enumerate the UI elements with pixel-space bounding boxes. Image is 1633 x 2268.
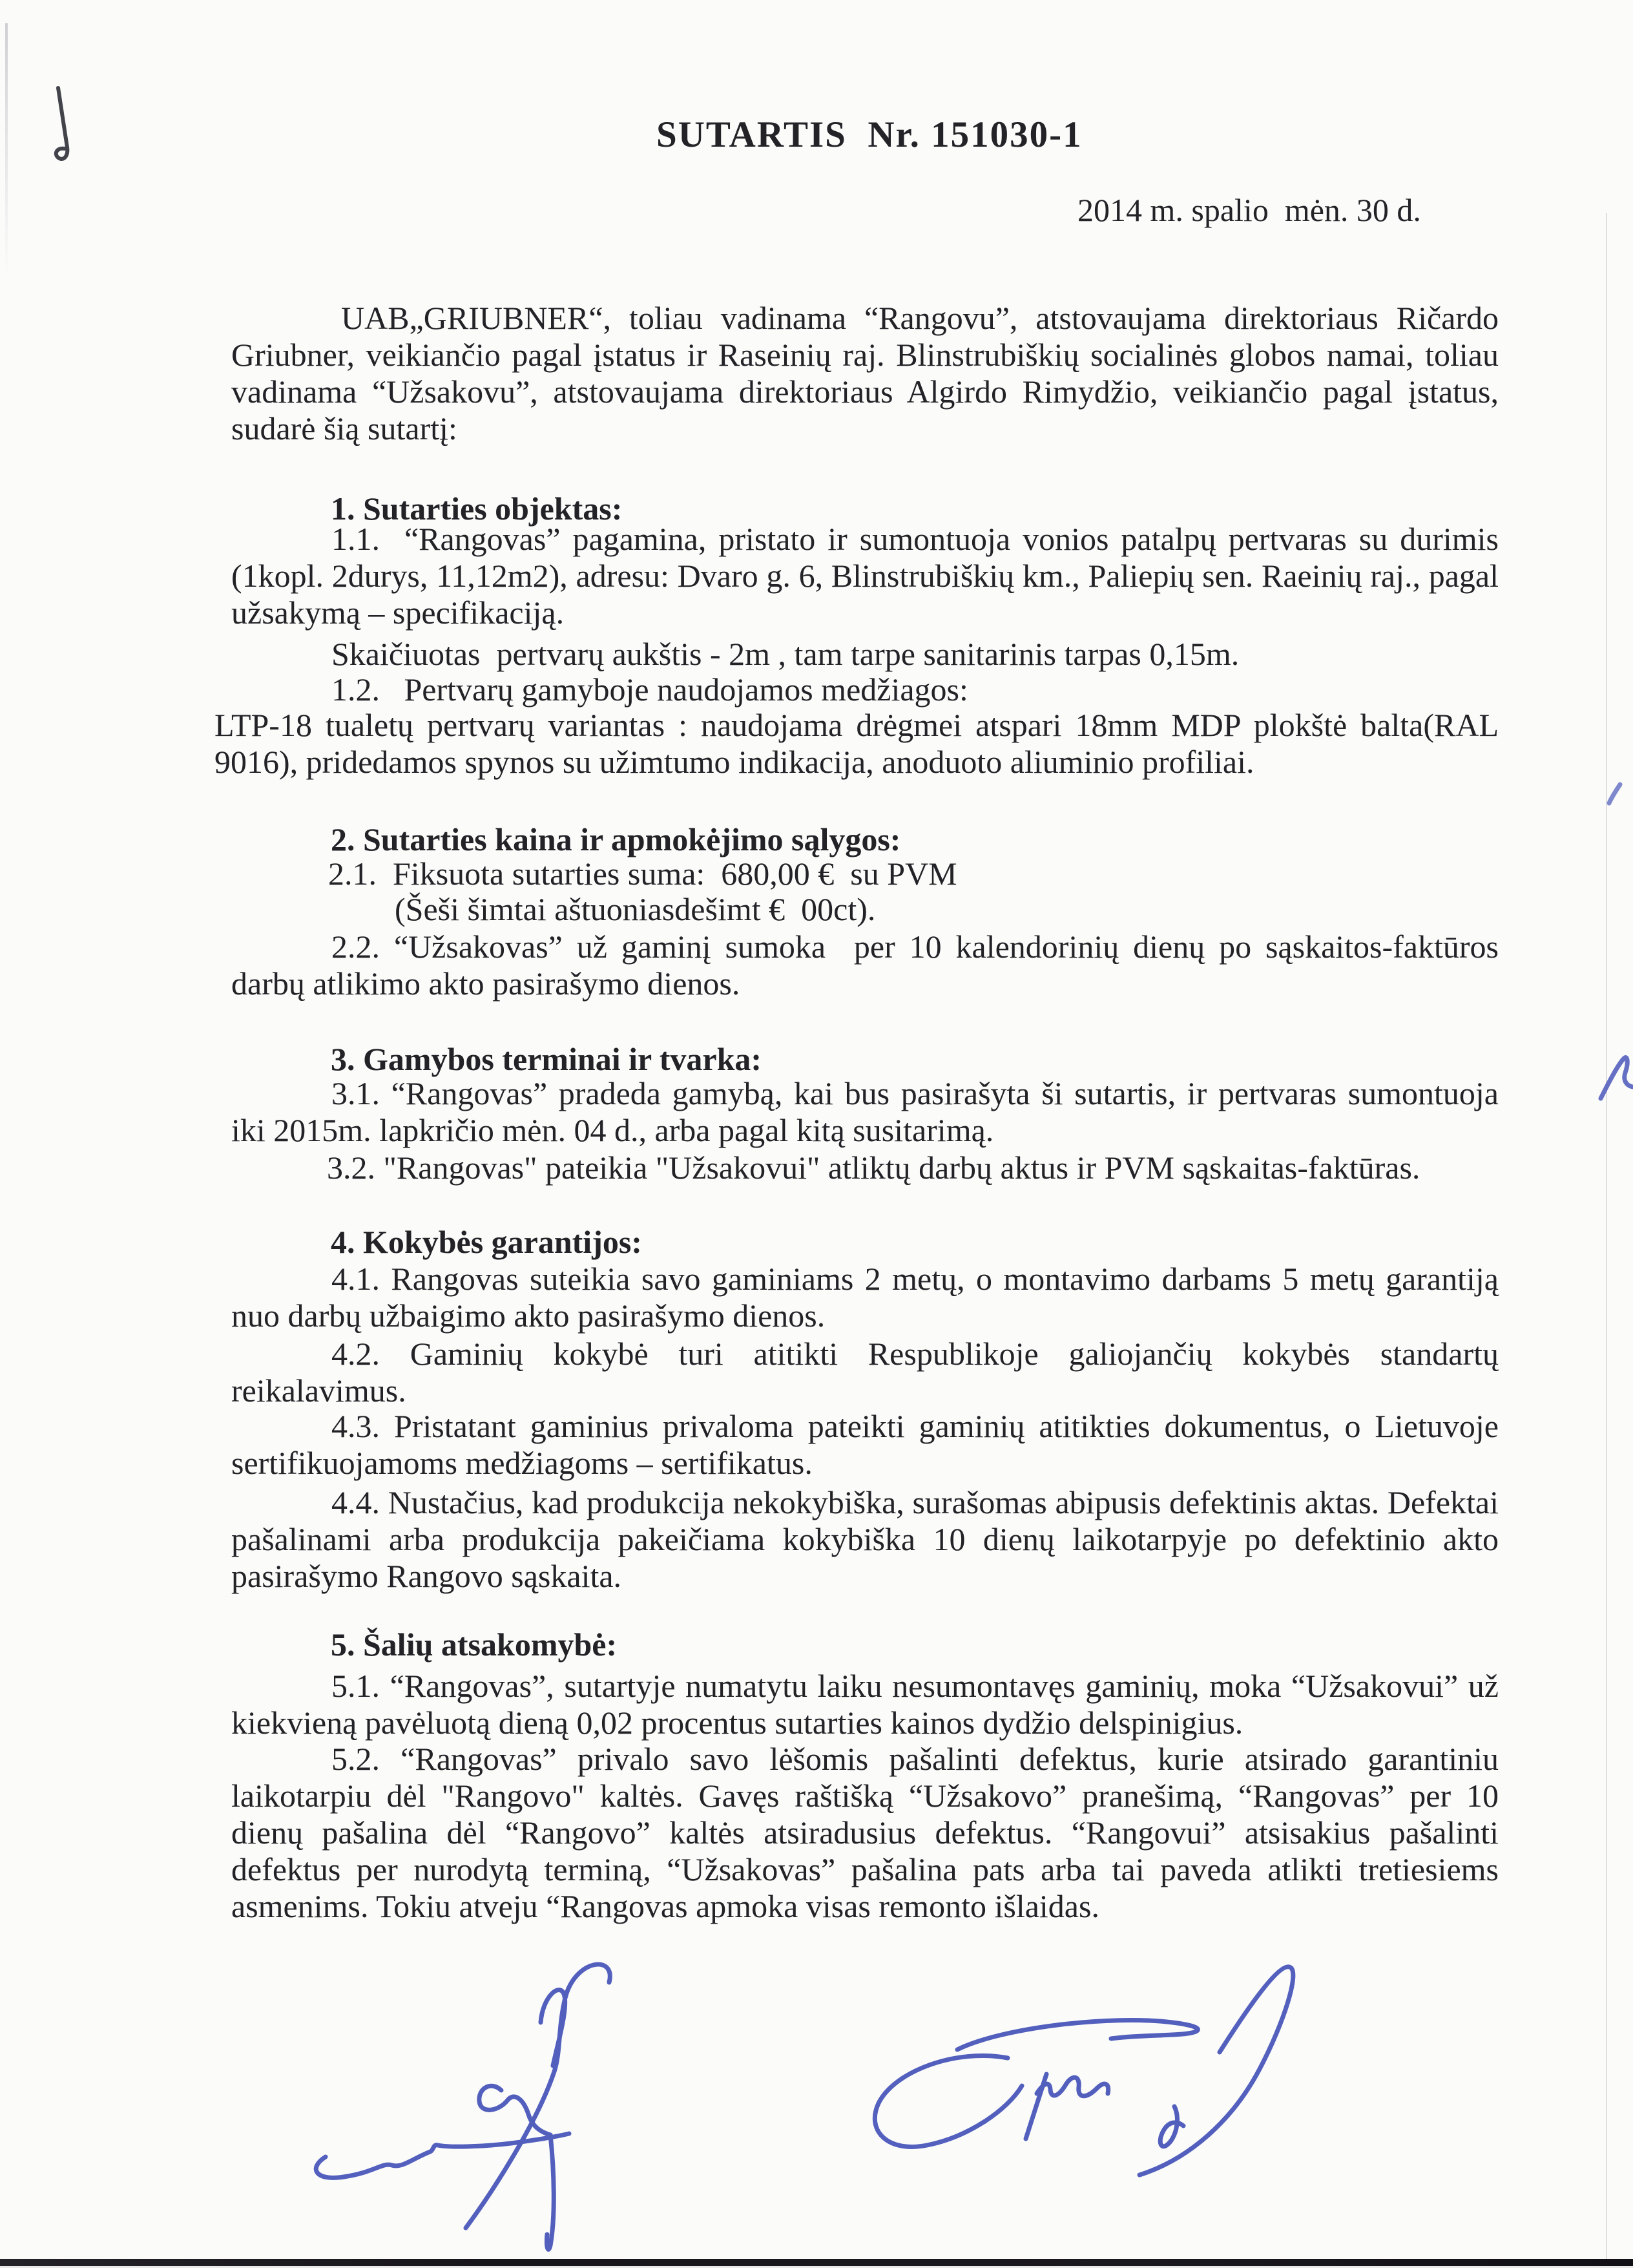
- clause-1-1-note: Skaičiuotas pertvarų aukštis - 2m , tam tarpe sanitarinis tarpas 0,15m.: [331, 636, 1240, 672]
- section-1-heading: 1. Sutarties objektas:: [331, 490, 623, 527]
- clause-2-2: 2.2. “Užsakovas” už gaminį sumoka per 10 kalendorinių dienų po sąskaitos-faktūros darbų atlikimo akto pasirašymo dienos.: [231, 929, 1499, 1002]
- clause-2-1: 2.1. Fiksuota sutarties suma: 680,00 € su PVM: [328, 856, 957, 892]
- clause-5-2: 5.2. “Rangovas” privalo savo lėšomis pašalinti defektus, kurie atsirado garantiniu laikotarpiu dėl "Rangovo" kaltės. Gavęs raštišką “Užsakovo” pranešimą, “Rangovas” per 10 dienų pašalina dėl “Rangovo” kaltės atsiradusius defektus. “Rangovui” atsisakius pašalinti defektus per nurodytą terminą, “Užsakovas” pašalina pats arba tai paveda atlikti tretiesiems asmenims. Tokiu atveju “Rangovas apmoka visas remonto išlaidas.: [231, 1741, 1499, 1924]
- clause-3-2: 3.2. "Rangovas" pateikia "Užsakovui" atliktų darbų aktus ir PVM sąskaitas-faktūras.: [327, 1150, 1420, 1186]
- section-2-heading: 2. Sutarties kaina ir apmokėjimo sąlygos:: [331, 821, 901, 857]
- clause-1-2-materials: LTP-18 tualetų pertvarų variantas : naudojama drėgmei atspari 18mm MDP plokštė balta(RAL 9016), pridedamos spynos su užimtumo indikacija, anoduoto aliuminio profiliai.: [214, 707, 1499, 780]
- intro-paragraph: UAB„GRIUBNER“, toliau vadinama “Rangovu”, atstovaujama direktoriaus Ričardo Griubner, veikiančio pagal įstatus ir Raseinių raj. Blinstrubiškių socialinės globos namai, toliau vadinama “Užsakovu”, atstovaujama direktoriaus Algirdo Rimydžio, veikiančio pagal įstatus, sudarė šią sutartį:: [231, 300, 1499, 446]
- clause-4-2: 4.2. Gaminių kokybė turi atitikti Respublikoje galiojančių kokybės standartų reikalavimus.: [231, 1336, 1499, 1409]
- clause-2-1-amount-words: (Šeši šimtai aštuoniasdešimt € 00ct).: [395, 891, 876, 927]
- clause-1-2: 1.2. Pertvarų gamyboje naudojamos medžiagos:: [331, 671, 968, 708]
- section-4-heading: 4. Kokybės garantijos:: [331, 1224, 642, 1260]
- clause-5-1: 5.1. “Rangovas”, sutartyje numatytu laiku nesumontavęs gaminių, moka “Užsakovui” už kiekvieną pavėluotą dieną 0,02 procentus sutarties kainos dydžio delspinigius.: [231, 1668, 1499, 1741]
- clause-4-3: 4.3. Pristatant gaminius privaloma pateikti gaminių atitikties dokumentus, o Lietuvoje sertifikuojamoms medžiagoms – sertifikatus.: [231, 1408, 1499, 1481]
- clause-3-1: 3.1. “Rangovas” pradeda gamybą, kai bus pasirašyta ši sutartis, ir pertvaras sumontuoja iki 2015m. lapkričio mėn. 04 d., arba pagal kitą susitarimą.: [231, 1075, 1499, 1148]
- clause-4-1: 4.1. Rangovas suteikia savo gaminiams 2 metų, o montavimo darbams 5 metų garantiją nuo darbų užbaigimo akto pasirašymo dienos.: [231, 1261, 1499, 1334]
- ink-dash-mark: [1609, 784, 1620, 803]
- document-title: SUTARTIS Nr. 151030-1: [656, 114, 1083, 155]
- clause-1-1: 1.1. “Rangovas” pagamina, pristato ir sumontuoja vonios patalpų pertvaras su durimis (1kopl. 2durys, 11,12m2), adresu: Dvaro g. 6, Blinstrubiškių km., Paliepių sen. Raeinių raj., pagal užsakymą – specifikaciją.: [231, 521, 1499, 631]
- ink-squiggle-mark: [1601, 1058, 1632, 1098]
- clause-4-4: 4.4. Nustačius, kad produkcija nekokybiška, surašomas abipusis defektinis aktas. Defektai pašalinami arba produkcija pakeičiama kokybiška 10 dienų laikotarpyje po defektinio akto pasirašymo Rangovo sąskaita.: [231, 1484, 1499, 1594]
- document-date: 2014 m. spalio mėn. 30 d.: [1077, 192, 1421, 228]
- pen-stroke-mark: [56, 88, 68, 159]
- section-3-heading: 3. Gamybos terminai ir tvarka:: [331, 1041, 762, 1077]
- section-5-heading: 5. Šalių atsakomybė:: [331, 1626, 618, 1663]
